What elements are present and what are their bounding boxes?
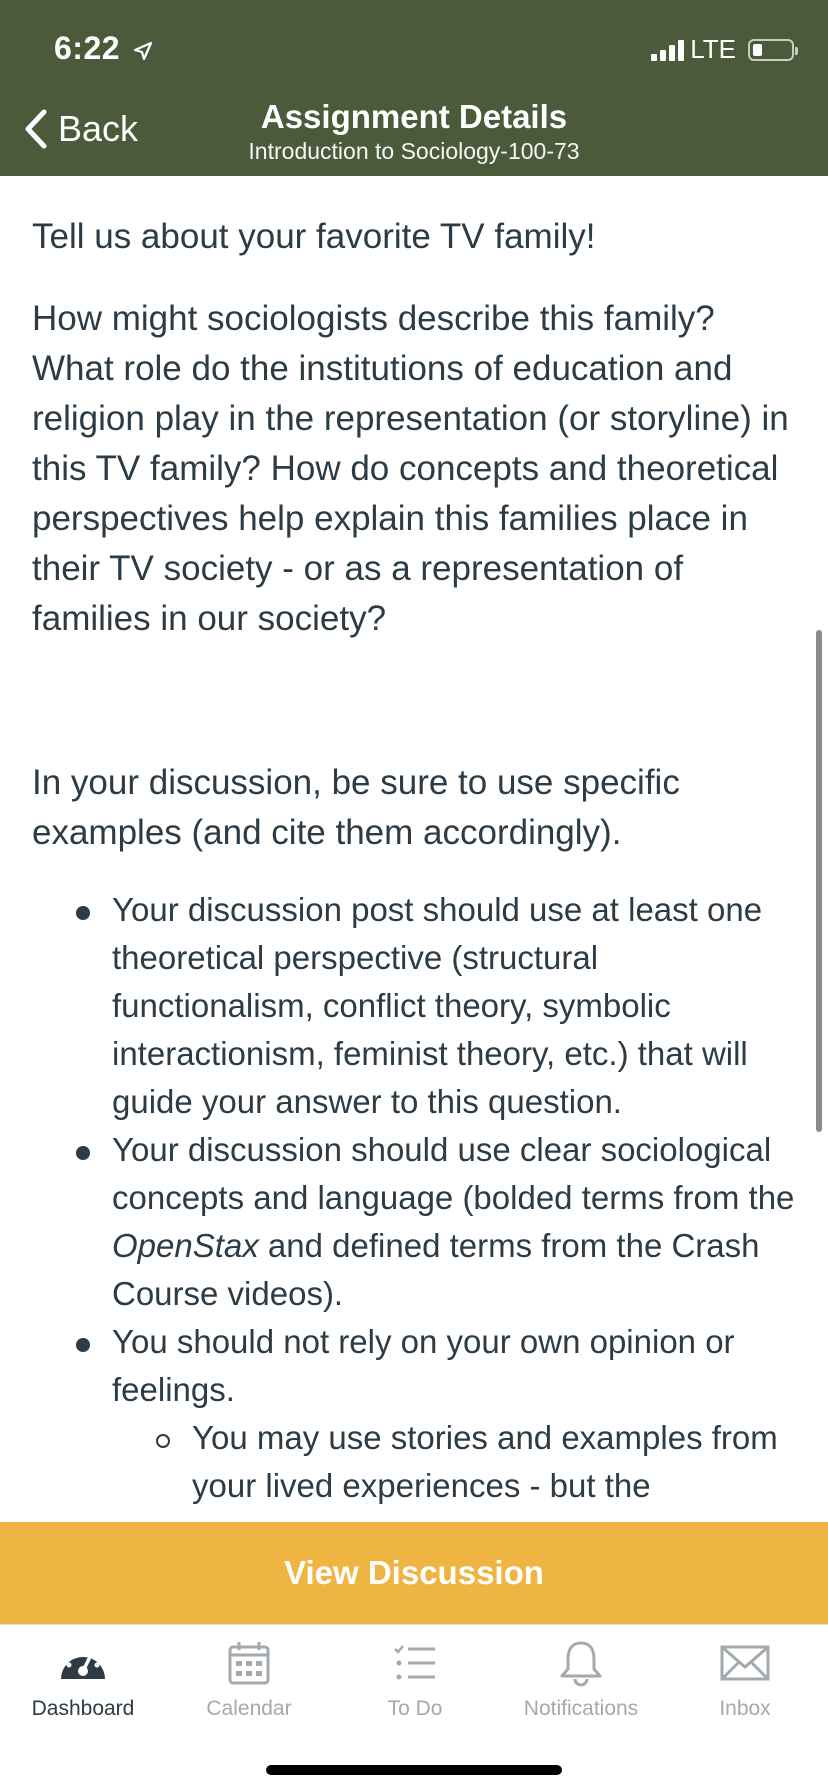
status-indicators — [651, 34, 794, 65]
tab-label: Calendar — [206, 1697, 292, 1720]
tab-calendar[interactable] — [166, 1639, 332, 1721]
bell-icon — [557, 1639, 605, 1687]
intro-text: Tell us about your favorite TV family! — [32, 217, 596, 256]
tab-label: Notifications — [523, 1697, 639, 1720]
home-indicator[interactable] — [266, 1765, 562, 1775]
bullet-icon — [76, 1146, 90, 1160]
signal-icon — [651, 39, 684, 61]
bullet-icon — [76, 1338, 90, 1352]
sub-list — [112, 1414, 796, 1510]
header — [0, 0, 828, 176]
tab-label: Dashboard — [31, 1697, 135, 1720]
status-time-text: 6:22 — [54, 30, 121, 66]
dashboard-icon — [57, 1639, 109, 1687]
location-arrow-icon — [133, 41, 153, 61]
tab-todo[interactable] — [332, 1639, 498, 1721]
page-title: Assignment Details — [260, 98, 568, 135]
view-discussion-label: View Discussion — [284, 1554, 544, 1591]
back-label: Back — [58, 108, 139, 149]
tab-label: To Do — [387, 1697, 443, 1720]
requirements-list — [32, 886, 796, 1510]
todo-icon — [391, 1639, 439, 1687]
hollow-bullet-icon — [156, 1434, 170, 1448]
scrollbar[interactable] — [816, 630, 822, 1132]
view-discussion-button[interactable] — [0, 1522, 828, 1624]
battery-icon — [748, 39, 794, 61]
inbox-icon — [719, 1639, 771, 1687]
tab-dashboard[interactable] — [0, 1639, 166, 1721]
list-item: Your discussion post should use at least one theoretical perspective (structural functionalism, conflict theory, symbolic interactionism, feminist theory, etc.) that will guide your answer to this question. — [32, 886, 796, 1126]
bullet-icon — [76, 906, 90, 920]
status-time — [54, 30, 153, 67]
tab-inbox[interactable] — [662, 1639, 828, 1721]
discussion-instructions: In your discussion, be sure to use specific examples (and cite them accordingly). — [32, 763, 680, 852]
tab-notifications[interactable] — [498, 1639, 664, 1721]
list-item: You should not rely on your own opinion or feelings. You may use stories and examples from your lived experiences - but the — [32, 1318, 796, 1510]
course-subtitle: Introduction to Sociology-100-73 — [248, 138, 580, 164]
calendar-icon — [225, 1639, 273, 1687]
nav-title-block — [0, 98, 828, 166]
questions-text: How might sociologists describe this family? What role do the institutions of education and religion play in the representation (or storyline) in this TV family? How do concepts and theoretical perspectives help explain this families place in their TV society - or as a representation of families in our society? — [32, 299, 789, 638]
network-label: LTE — [690, 34, 736, 64]
tab-bar — [0, 1624, 828, 1792]
sub-list-item: You may use stories and examples from your lived experiences - but the — [112, 1414, 796, 1510]
list-item: Your discussion should use clear sociological concepts and language (bolded terms from the OpenStax and defined terms from the Crash Course videos). — [32, 1126, 796, 1318]
tab-label: Inbox — [719, 1697, 771, 1720]
assignment-description[interactable] — [0, 176, 828, 1522]
